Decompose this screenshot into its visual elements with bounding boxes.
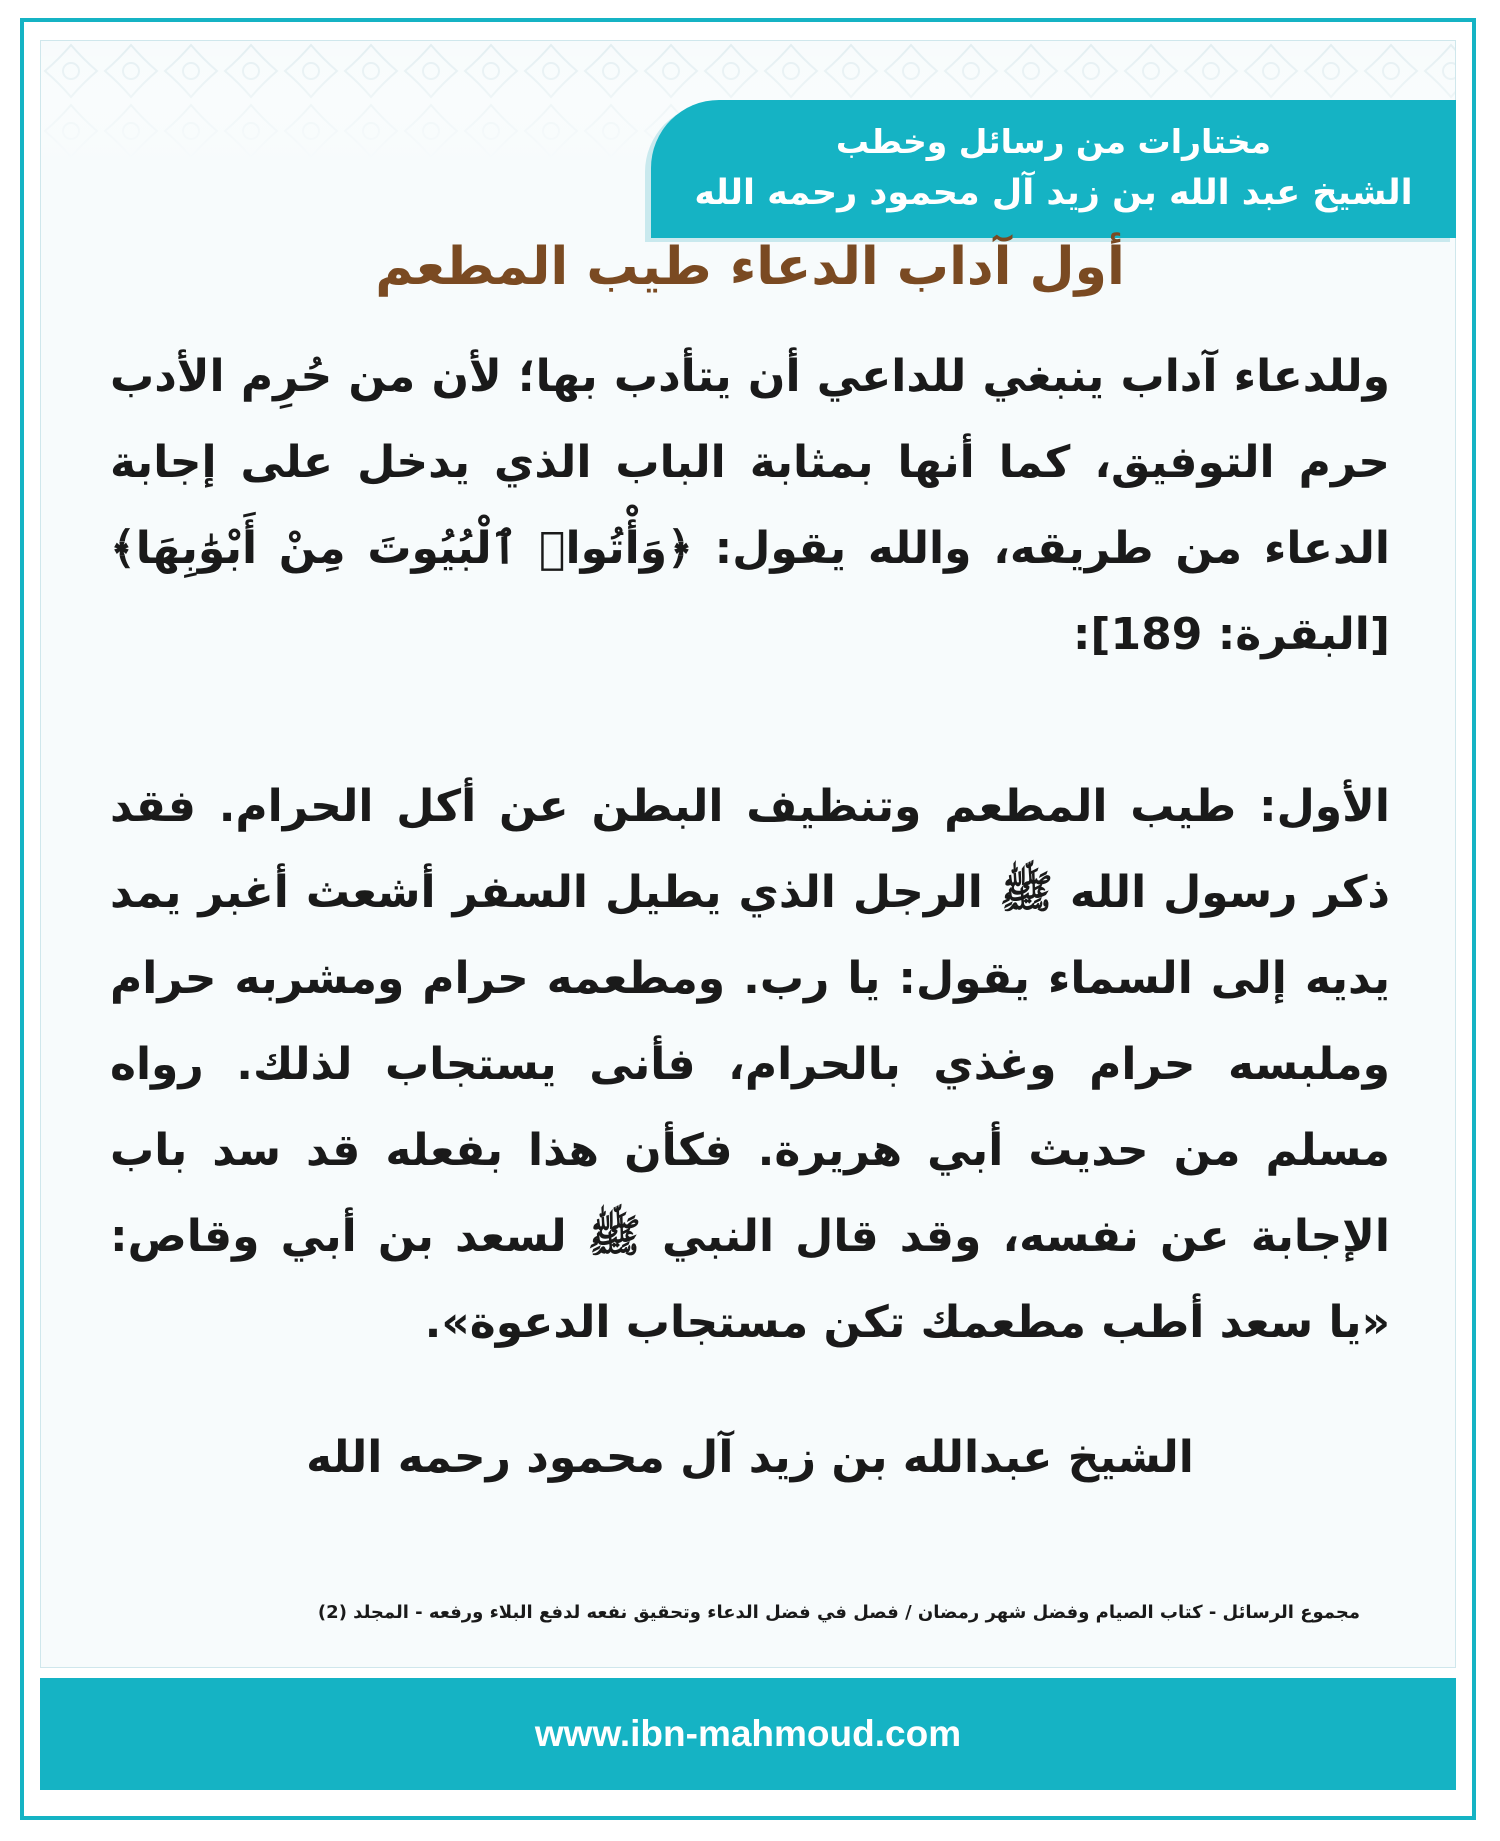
header-subtitle: مختارات من رسائل وخطب bbox=[835, 122, 1272, 161]
article-body bbox=[110, 334, 1390, 1366]
header-author: الشيخ عبد الله بن زيد آل محمود رحمه الله bbox=[694, 173, 1413, 213]
footer-bar bbox=[40, 1678, 1456, 1790]
paragraph-intro: وللدعاء آداب ينبغي للداعي أن يتأدب بها؛ لأن من حُرِم الأدب حرم التوفيق، كما أنها بمثابة الباب الذي يدخل على إجابة الدعاء من طريقه، والله يقول: ﴿وَأْتُوا۟ ٱلْبُيُوتَ مِنْ أَبْوَٰبِهَا﴾ [البقرة: 189]: bbox=[110, 351, 1390, 660]
header-banner bbox=[651, 100, 1456, 238]
paragraph-first-etiquette: الأول: طيب المطعم وتنظيف البطن عن أكل الحرام. فقد ذكر رسول الله ﷺ الرجل الذي يطيل السفر أشعث أغبر يمد يديه إلى السماء يقول: يا رب. ومطعمه حرام ومشربه حرام وملبسه حرام وغذي بالحرام، فأنى يستجاب لذلك. رواه مسلم من حديث أبي هريرة. فكأن هذا بفعله قد سد باب الإجابة عن نفسه، وقد قال النبي ﷺ لسعد بن أبي وقاص: «يا سعد أطب مطعمك تكن مستجاب الدعوة». bbox=[110, 781, 1390, 1348]
author-signature: الشيخ عبدالله بن زيد آل محمود رحمه الله bbox=[306, 1432, 1194, 1483]
source-citation: مجموع الرسائل - كتاب الصيام وفضل شهر رمضان / فصل في فضل الدعاء وتحقيق نفعه لدفع البلاء ورفعه - المجلد (2) bbox=[317, 1602, 1360, 1623]
website-link[interactable]: www.ibn-mahmoud.com bbox=[534, 1713, 962, 1754]
page-title: أول آداب الدعاء طيب المطعم bbox=[375, 237, 1125, 297]
